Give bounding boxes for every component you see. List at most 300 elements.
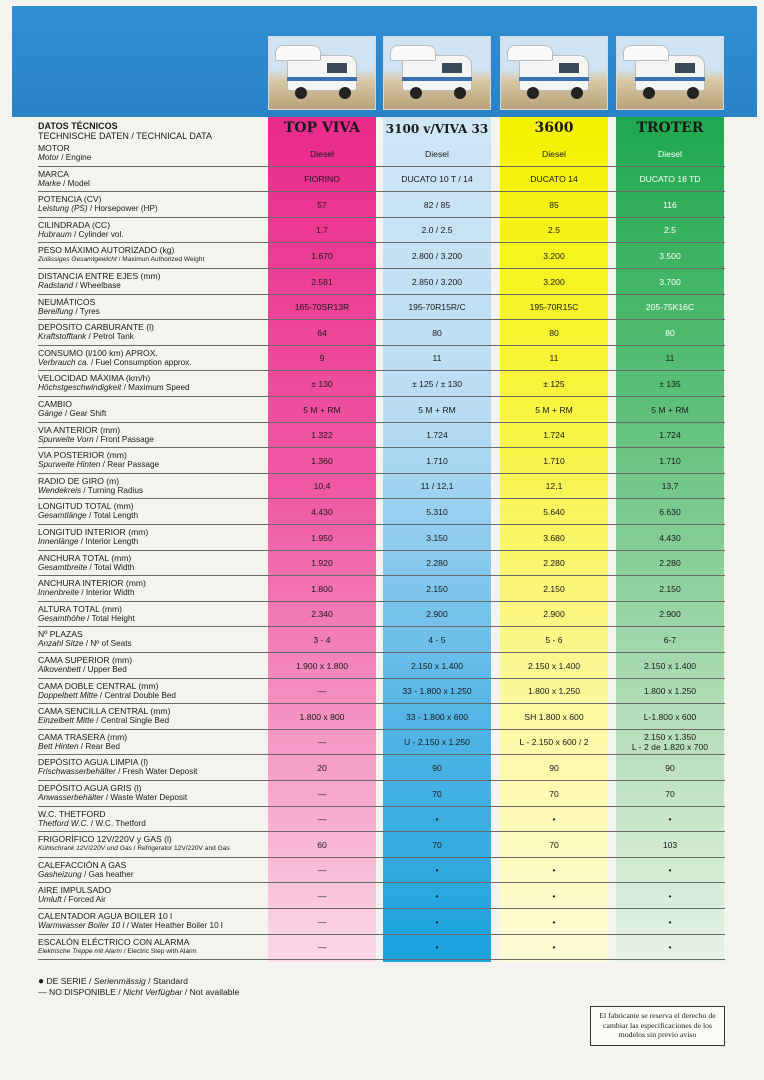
table-cell: ± 130 — [311, 378, 333, 389]
table-cell: • — [552, 916, 556, 927]
row-label — [38, 553, 268, 573]
row-label-de-en: Umluft / Forced Air — [38, 895, 106, 905]
row-label-de-en: Wendekreis / Turning Radius — [38, 485, 143, 495]
table-cell: — — [317, 814, 327, 825]
row-label-en: Petrol Tank — [93, 332, 134, 342]
legend-standard-es: DE SERIE — [46, 976, 87, 986]
row-label-de-en: Bett Hinten / Rear Bed — [38, 741, 120, 751]
row-label-de: Gesamtlänge — [38, 511, 87, 521]
row-label-es: DEPÓSITO AGUA GRIS (l) — [38, 783, 142, 793]
row-label-de-en: Zulässiges Gesamtgewicht / Maximun Authorized Weight — [38, 256, 205, 264]
legend-standard-de: Serienmässig — [93, 976, 146, 986]
row-label-es: CALENTADOR AGUA BOILER 10 l — [38, 911, 173, 921]
row-label-de-en: Gesamtbreite / Total Width — [38, 562, 135, 572]
table-cell: 64 — [317, 327, 327, 338]
row-label-en: Interior Length — [85, 537, 139, 546]
row-label-en: Front Passage — [100, 434, 154, 444]
table-cell: — — [317, 942, 327, 953]
row-label-de-en: Gesamthöhe / Total Height — [38, 613, 135, 623]
row-label-en: Interior Width — [85, 588, 135, 598]
table-row — [0, 448, 764, 474]
row-label-de-en: Kühlschrank 12V/220V und Gas / Refrigerator 12V/220V and Gas — [38, 845, 230, 853]
table-cell: — — [317, 916, 327, 927]
legend-na-de: Nicht Verfügbar — [123, 987, 183, 997]
table-row — [0, 474, 764, 500]
row-label-es: MARCA — [38, 168, 70, 179]
motorhome-photo-troter — [616, 36, 724, 110]
row-label-de-en: Alkovenbett / Upper Bed — [38, 665, 127, 674]
table-cell: • — [435, 865, 439, 876]
row-label-de-en: Radstand / Wheelbase — [38, 281, 121, 290]
row-label-de: Spurweite Vorn — [38, 434, 94, 444]
row-label — [38, 501, 268, 521]
table-row — [0, 832, 764, 858]
table-cell: 11 — [665, 353, 675, 364]
row-label — [38, 732, 268, 752]
row-label — [38, 681, 268, 701]
table-cell: 2.900 — [426, 609, 448, 620]
row-label — [38, 834, 268, 854]
row-label-es: CAMA DOBLE CENTRAL (mm) — [38, 680, 159, 691]
table-cell: • — [668, 916, 672, 927]
table-cell: 80 — [432, 327, 442, 338]
table-cell: • — [668, 814, 672, 825]
row-label — [38, 373, 268, 393]
row-label-en: Rear Bed — [85, 741, 120, 751]
table-cell: 2.900 — [659, 609, 681, 620]
row-label — [38, 604, 268, 624]
row-label-de-en: Gasheizung / Gas heather — [38, 869, 134, 879]
table-cell: 11 — [549, 353, 559, 364]
table-cell: 6.630 — [659, 506, 681, 517]
row-label-de-en: Spurweite Hinten / Rear Passage — [38, 460, 160, 470]
row-label-es: PESO MÁXIMO AUTORIZADO (kg) — [38, 245, 175, 256]
table-cell: 1.670 — [311, 250, 333, 261]
row-label-de-en: Anzahl Sitze / Nº of Seats — [38, 639, 132, 649]
table-row — [0, 499, 764, 525]
row-label-es: CONSUMO (l/100 km) APROX. — [38, 347, 158, 358]
table-cell: Diesel — [542, 148, 566, 159]
table-cell: 4 - 5 — [428, 634, 446, 645]
row-label-de: Frischwasserbehälter — [38, 767, 116, 777]
row-label — [38, 220, 268, 240]
row-divider — [38, 959, 725, 960]
row-label — [38, 450, 268, 470]
row-label-es: CALEFACCIÓN A GAS — [38, 859, 127, 870]
row-label-de-en: Leistung (PS) / Horsepower (HP) — [38, 204, 158, 214]
table-cell: L - 2.150 x 600 / 2 — [519, 737, 589, 748]
table-cell: 5.640 — [543, 506, 565, 517]
table-cell: 70 — [549, 839, 559, 850]
row-label — [38, 911, 268, 931]
table-cell: ± 125 / ± 130 — [411, 378, 463, 389]
row-label — [38, 322, 268, 342]
table-row — [0, 781, 764, 807]
table-cell: 57 — [317, 199, 327, 210]
row-label-en: Gas heather — [88, 869, 134, 879]
table-row — [0, 627, 764, 653]
table-cell: 1.724 — [426, 430, 448, 441]
table-cell: Diesel — [310, 148, 334, 159]
row-label-de: Verbrauch ca. — [38, 357, 89, 367]
table-cell: 2.150 — [543, 583, 565, 594]
table-cell: Diesel — [658, 148, 682, 159]
row-label — [38, 706, 268, 726]
row-label-de: Anwasserbehälter — [38, 793, 104, 802]
row-label-es: DEPÓSITO AGUA LIMPIA (l) — [38, 757, 149, 768]
table-cell: 4.430 — [311, 506, 333, 517]
row-label-es: DEPÓSITO CARBURANTE (l) — [38, 322, 154, 333]
table-cell: 5 M + RM — [303, 404, 341, 415]
table-cell: — — [317, 788, 327, 799]
table-cell: 1.800 — [311, 583, 333, 594]
row-label — [38, 885, 268, 905]
table-cell: • — [668, 942, 672, 953]
row-label — [38, 629, 268, 649]
row-label-de: Umluft — [38, 895, 62, 905]
table-cell: 205-75K16C — [645, 302, 695, 313]
table-cell: 85 — [549, 199, 559, 210]
row-label-de-en: Gesamtlänge / Total Length — [38, 511, 139, 521]
row-label-de: Marke — [38, 178, 61, 188]
table-cell: 3.680 — [543, 532, 565, 543]
row-label-de-en: Innenlänge / Interior Length — [38, 537, 139, 546]
table-cell: 70 — [432, 788, 442, 799]
table-cell: 2.150 x 1.400 — [527, 660, 581, 671]
row-label-es: LONGITUD INTERIOR (mm) — [38, 527, 149, 537]
row-label-en: W.C. Thetford — [95, 818, 146, 828]
table-cell: 13,7 — [661, 481, 679, 492]
model-name-top-viva: TOP VIVA — [283, 120, 361, 136]
row-label-de: Bett Hinten — [38, 741, 79, 751]
table-row — [0, 909, 764, 935]
row-label-de-en: Bereifung / Tyres — [38, 306, 100, 316]
table-cell: • — [552, 865, 556, 876]
row-label — [38, 425, 268, 445]
table-cell: 1.322 — [311, 430, 333, 441]
table-cell: ± 125 — [543, 378, 565, 389]
table-cell: 70 — [432, 839, 442, 850]
table-cell: — — [317, 865, 327, 876]
table-cell: — — [317, 890, 327, 901]
table-cell: 90 — [665, 762, 675, 773]
table-cell: 1.800 x 1.250 — [527, 686, 581, 697]
row-label-es: LONGITUD TOTAL (mm) — [38, 501, 134, 512]
row-label-en: Upper Bed — [87, 665, 127, 674]
model-name-troter: TROTER — [636, 120, 704, 136]
disclaimer-box: El fabricante se reserva el derecho de cambiar las especificaciones de los modelos sin previo aviso — [590, 1006, 725, 1046]
table-row — [0, 192, 764, 218]
table-row — [0, 167, 764, 193]
row-label-es: VIA POSTERIOR (mm) — [38, 450, 127, 461]
row-label-en: Rear Passage — [107, 460, 160, 470]
table-cell: 1.710 — [426, 455, 448, 466]
row-label-de: Gänge — [38, 409, 63, 418]
table-row — [0, 525, 764, 551]
legend-na-en: Not available — [189, 987, 240, 997]
row-label-de: Zulässiges Gesamtgewicht — [38, 256, 117, 264]
row-label-en: Turning Radius — [87, 485, 143, 495]
row-label-en: Water Heather Boiler 10 l — [131, 921, 223, 930]
row-label — [38, 757, 268, 777]
legend-standard: ● DE SERIE / Serienmässig / Standard — [38, 976, 188, 987]
row-label-en: Cylinder vol. — [78, 229, 124, 239]
table-cell: 1.900 x 1.800 — [295, 660, 349, 671]
table-cell: 80 — [665, 327, 675, 338]
legend-standard-en: Standard — [152, 976, 188, 986]
table-cell: 33 - 1.800 x 1.250 — [402, 686, 472, 697]
table-row — [0, 423, 764, 449]
table-cell: 195-70R15C — [529, 302, 579, 313]
row-label-es: ALTURA TOTAL (mm) — [38, 603, 123, 614]
row-label-de: Innenlänge — [38, 537, 79, 546]
row-label-de-en: Warmwasser Boiler 10 l / Water Heather Boiler 10 l — [38, 921, 223, 930]
row-label-es: FRIGORÍFICO 12V/220V y GAS (l) — [38, 834, 172, 845]
row-label-de-en: Anwasserbehälter / Waste Water Deposit — [38, 793, 188, 802]
row-label-de: Leistung (PS) — [38, 204, 88, 214]
table-row — [0, 704, 764, 730]
row-label-de-en: Frischwasserbehälter / Fresh Water Deposit — [38, 767, 198, 777]
table-cell: 60 — [317, 839, 327, 850]
table-cell: 90 — [549, 762, 559, 773]
row-label-de-en: Motor / Engine — [38, 153, 92, 162]
table-cell: 2.900 — [543, 609, 565, 620]
row-label-es: ESCALÓN ELÉCTRICO CON ALARMA — [38, 936, 190, 947]
table-cell: 1.7 — [316, 225, 328, 236]
table-cell: 3.700 — [659, 276, 681, 287]
table-cell: — — [317, 686, 327, 697]
row-label — [38, 399, 268, 419]
table-cell: 3.150 — [426, 532, 448, 543]
table-cell: 2.150 — [426, 583, 448, 594]
motorhome-photo-top-viva — [268, 36, 376, 110]
row-label-de-en: Spurweite Vorn / Front Passage — [38, 434, 154, 444]
row-label — [38, 245, 268, 265]
row-label-de-en: Höchstgeschwindigkeit / Maximum Speed — [38, 383, 190, 393]
row-label-de: Hubraum — [38, 229, 72, 239]
row-label-en: Wheelbase — [79, 281, 121, 290]
table-cell: FIORINO — [304, 174, 340, 185]
row-label-de-en: Einzelbett Mitte / Central Single Bed — [38, 716, 170, 726]
row-label — [38, 809, 268, 829]
row-label-de: Elektrische Treppe mit Alarm — [38, 947, 122, 955]
row-label-de: Radstand — [38, 281, 74, 290]
row-label-de-en: Innenbreite / Interior Width — [38, 588, 135, 598]
row-label-de-en: Marke / Model — [38, 178, 90, 188]
row-label — [38, 271, 268, 291]
row-label-es: POTENCIA (CV) — [38, 194, 102, 205]
table-cell: 5 - 6 — [545, 634, 563, 645]
row-label-en: Waste Water Deposit — [110, 793, 188, 802]
table-cell: 3 - 4 — [313, 634, 331, 645]
row-label — [38, 476, 268, 496]
table-row — [0, 346, 764, 372]
row-label-es: DISTANCIA ENTRE EJES (mm) — [38, 271, 161, 281]
table-cell: 5 M + RM — [418, 404, 456, 415]
row-label-de-en: Elektrische Treppe mit Alarm / Electric Step with Alarm — [38, 947, 197, 955]
table-cell: DUCATO 10 T / 14 — [401, 174, 473, 185]
row-label-de: Anzahl Sitze — [38, 639, 84, 649]
bullet-icon: ● — [38, 976, 45, 987]
table-row — [0, 807, 764, 833]
motorhome-photo-3600 — [500, 36, 608, 110]
row-label-de: Höchstgeschwindigkeit — [38, 383, 122, 393]
table-cell: 90 — [432, 762, 442, 773]
row-label — [38, 297, 268, 317]
model-name-3100: 3100 v/VIVA 33 — [385, 122, 489, 136]
row-label-es: Nº PLAZAS — [38, 629, 83, 640]
row-label-es: MOTOR — [38, 143, 70, 153]
table-cell: 1.800 x 800 — [299, 711, 345, 722]
table-cell: 2.850 / 3.200 — [411, 276, 463, 287]
table-cell: 1.360 — [311, 455, 333, 466]
table-cell: Diesel — [425, 148, 449, 159]
table-cell: 1.950 — [311, 532, 333, 543]
table-row — [0, 576, 764, 602]
table-cell: 195-70R15R/C — [408, 302, 466, 313]
row-label-de-en: Hubraum / Cylinder vol. — [38, 229, 124, 239]
row-label-es: CILINDRADA (CC) — [38, 219, 111, 230]
table-cell: 2.150 x 1.400 — [410, 660, 464, 671]
row-label-en: Forced Air — [68, 895, 106, 905]
row-label-en: Total Length — [93, 511, 139, 521]
table-cell: 4.430 — [659, 532, 681, 543]
table-cell: 165-70SR13R — [294, 302, 350, 313]
row-label-de: Doppelbett Mitte — [38, 690, 98, 700]
legend-na-es: NO DISPONIBLE — [48, 987, 116, 997]
table-cell: • — [668, 865, 672, 876]
row-label — [38, 860, 268, 880]
row-label — [38, 143, 268, 163]
row-label — [38, 348, 268, 368]
table-row — [0, 883, 764, 909]
table-cell: 2.800 / 3.200 — [411, 250, 463, 261]
table-cell: 103 — [662, 839, 678, 850]
row-label-de: Kraftstofftank — [38, 332, 87, 342]
table-cell: • — [435, 942, 439, 953]
table-cell: 9 — [319, 353, 325, 364]
row-label-de-en: Verbrauch ca. / Fuel Consumption approx. — [38, 357, 192, 367]
table-cell: 2.280 — [543, 558, 565, 569]
table-row — [0, 141, 764, 167]
model-name-3600: 3600 — [534, 120, 574, 136]
row-label-de-en: Gänge / Gear Shift — [38, 409, 107, 418]
table-row — [0, 858, 764, 884]
row-label-de: Alkovenbett — [38, 665, 81, 674]
row-label — [38, 527, 268, 547]
table-cell: ± 135 — [659, 378, 681, 389]
table-row — [0, 551, 764, 577]
table-cell: 1.724 — [543, 430, 565, 441]
row-label-es: AIRE IMPULSADO — [38, 885, 112, 896]
table-cell: — — [317, 737, 327, 748]
table-cell: • — [435, 916, 439, 927]
row-label-en: Total Width — [93, 562, 135, 572]
table-row — [0, 320, 764, 346]
table-row — [0, 371, 764, 397]
row-label-de-en: Doppelbett Mitte / Central Double Bed — [38, 690, 176, 700]
table-cell: 2.5 — [548, 225, 560, 236]
table-cell: 2.340 — [311, 609, 333, 620]
row-label-es: VELOCIDAD MÁXIMA (km/h) — [38, 373, 151, 384]
table-row — [0, 653, 764, 679]
table-cell: • — [552, 890, 556, 901]
row-label — [38, 194, 268, 214]
table-cell: 11 / 12,1 — [420, 481, 454, 492]
table-cell: 1.800 x 1.250 — [643, 686, 697, 697]
table-header — [0, 117, 764, 141]
row-label-en: Horsepower (HP) — [94, 204, 158, 214]
row-label-en: Maximum Speed — [128, 383, 190, 393]
row-label-es: CAMA TRASERA (mm) — [38, 731, 128, 742]
row-label-en: Fresh Water Deposit — [122, 767, 198, 777]
legend-not-available: — NO DISPONIBLE / Nicht Verfügbar / Not available — [38, 987, 240, 997]
table-cell: 2.150 — [659, 583, 681, 594]
table-row — [0, 730, 764, 756]
row-label-de: Warmwasser Boiler 10 l — [38, 921, 125, 930]
row-label-es: RADIO DE GIRO (m) — [38, 475, 120, 486]
row-label-de: Motor — [38, 153, 59, 162]
table-row — [0, 755, 764, 781]
table-row — [0, 602, 764, 628]
table-cell: U - 2.150 x 1.250 — [404, 737, 470, 748]
row-label-en: Central Double Bed — [104, 690, 176, 700]
row-label-en: Nº of Seats — [90, 639, 132, 649]
table-cell: 1.710 — [543, 455, 565, 466]
table-cell: • — [552, 942, 556, 953]
table-cell: 3.200 — [543, 276, 565, 287]
row-label-de: Gasheizung — [38, 869, 82, 879]
table-cell: 10,4 — [313, 481, 331, 492]
table-cell: 2.150 x 1.350 L - 2 de 1.820 x 700 — [631, 732, 709, 753]
row-label-es: ANCHURA TOTAL (mm) — [38, 552, 132, 563]
table-row — [0, 218, 764, 244]
table-cell: 5 M + RM — [535, 404, 573, 415]
row-label — [38, 937, 268, 957]
row-label-de-en: Kraftstofftank / Petrol Tank — [38, 332, 134, 342]
table-cell: 116 — [663, 199, 677, 210]
row-label-en: Central Single Bed — [100, 716, 170, 726]
table-cell: SH 1.800 x 600 — [524, 711, 584, 722]
table-cell: 5.310 — [426, 506, 448, 517]
row-label-de: Einzelbett Mitte — [38, 716, 94, 726]
table-cell: 5 M + RM — [651, 404, 689, 415]
table-cell: • — [552, 814, 556, 825]
table-row — [0, 295, 764, 321]
row-label — [38, 169, 268, 189]
table-cell: 1.710 — [659, 455, 681, 466]
row-label-de: Thetford W.C. — [38, 818, 89, 828]
row-label-de-en: Thetford W.C. / W.C. Thetford — [38, 818, 146, 828]
row-label-de: Spurweite Hinten — [38, 460, 101, 470]
row-label-en: Maximun Authorized Weight — [122, 256, 205, 264]
motorhome-photo-3100 — [383, 36, 491, 110]
table-cell: L-1.800 x 600 — [643, 711, 697, 722]
table-cell: 20 — [317, 762, 327, 773]
row-label-de: Gesamthöhe — [38, 613, 85, 623]
row-label-de: Wendekreis — [38, 485, 82, 495]
table-cell: 2.150 x 1.400 — [643, 660, 697, 671]
dash-icon: — — [38, 987, 47, 997]
table-cell: 70 — [549, 788, 559, 799]
table-cell: 80 — [549, 327, 559, 338]
row-label-de: Innenbreite — [38, 588, 79, 598]
row-label-en: Total Height — [91, 613, 135, 623]
row-label-es: CAMA SENCILLA CENTRAL (mm) — [38, 706, 171, 717]
table-cell: 82 / 85 — [423, 199, 451, 210]
table-cell: 2.280 — [659, 558, 681, 569]
row-label — [38, 578, 268, 598]
